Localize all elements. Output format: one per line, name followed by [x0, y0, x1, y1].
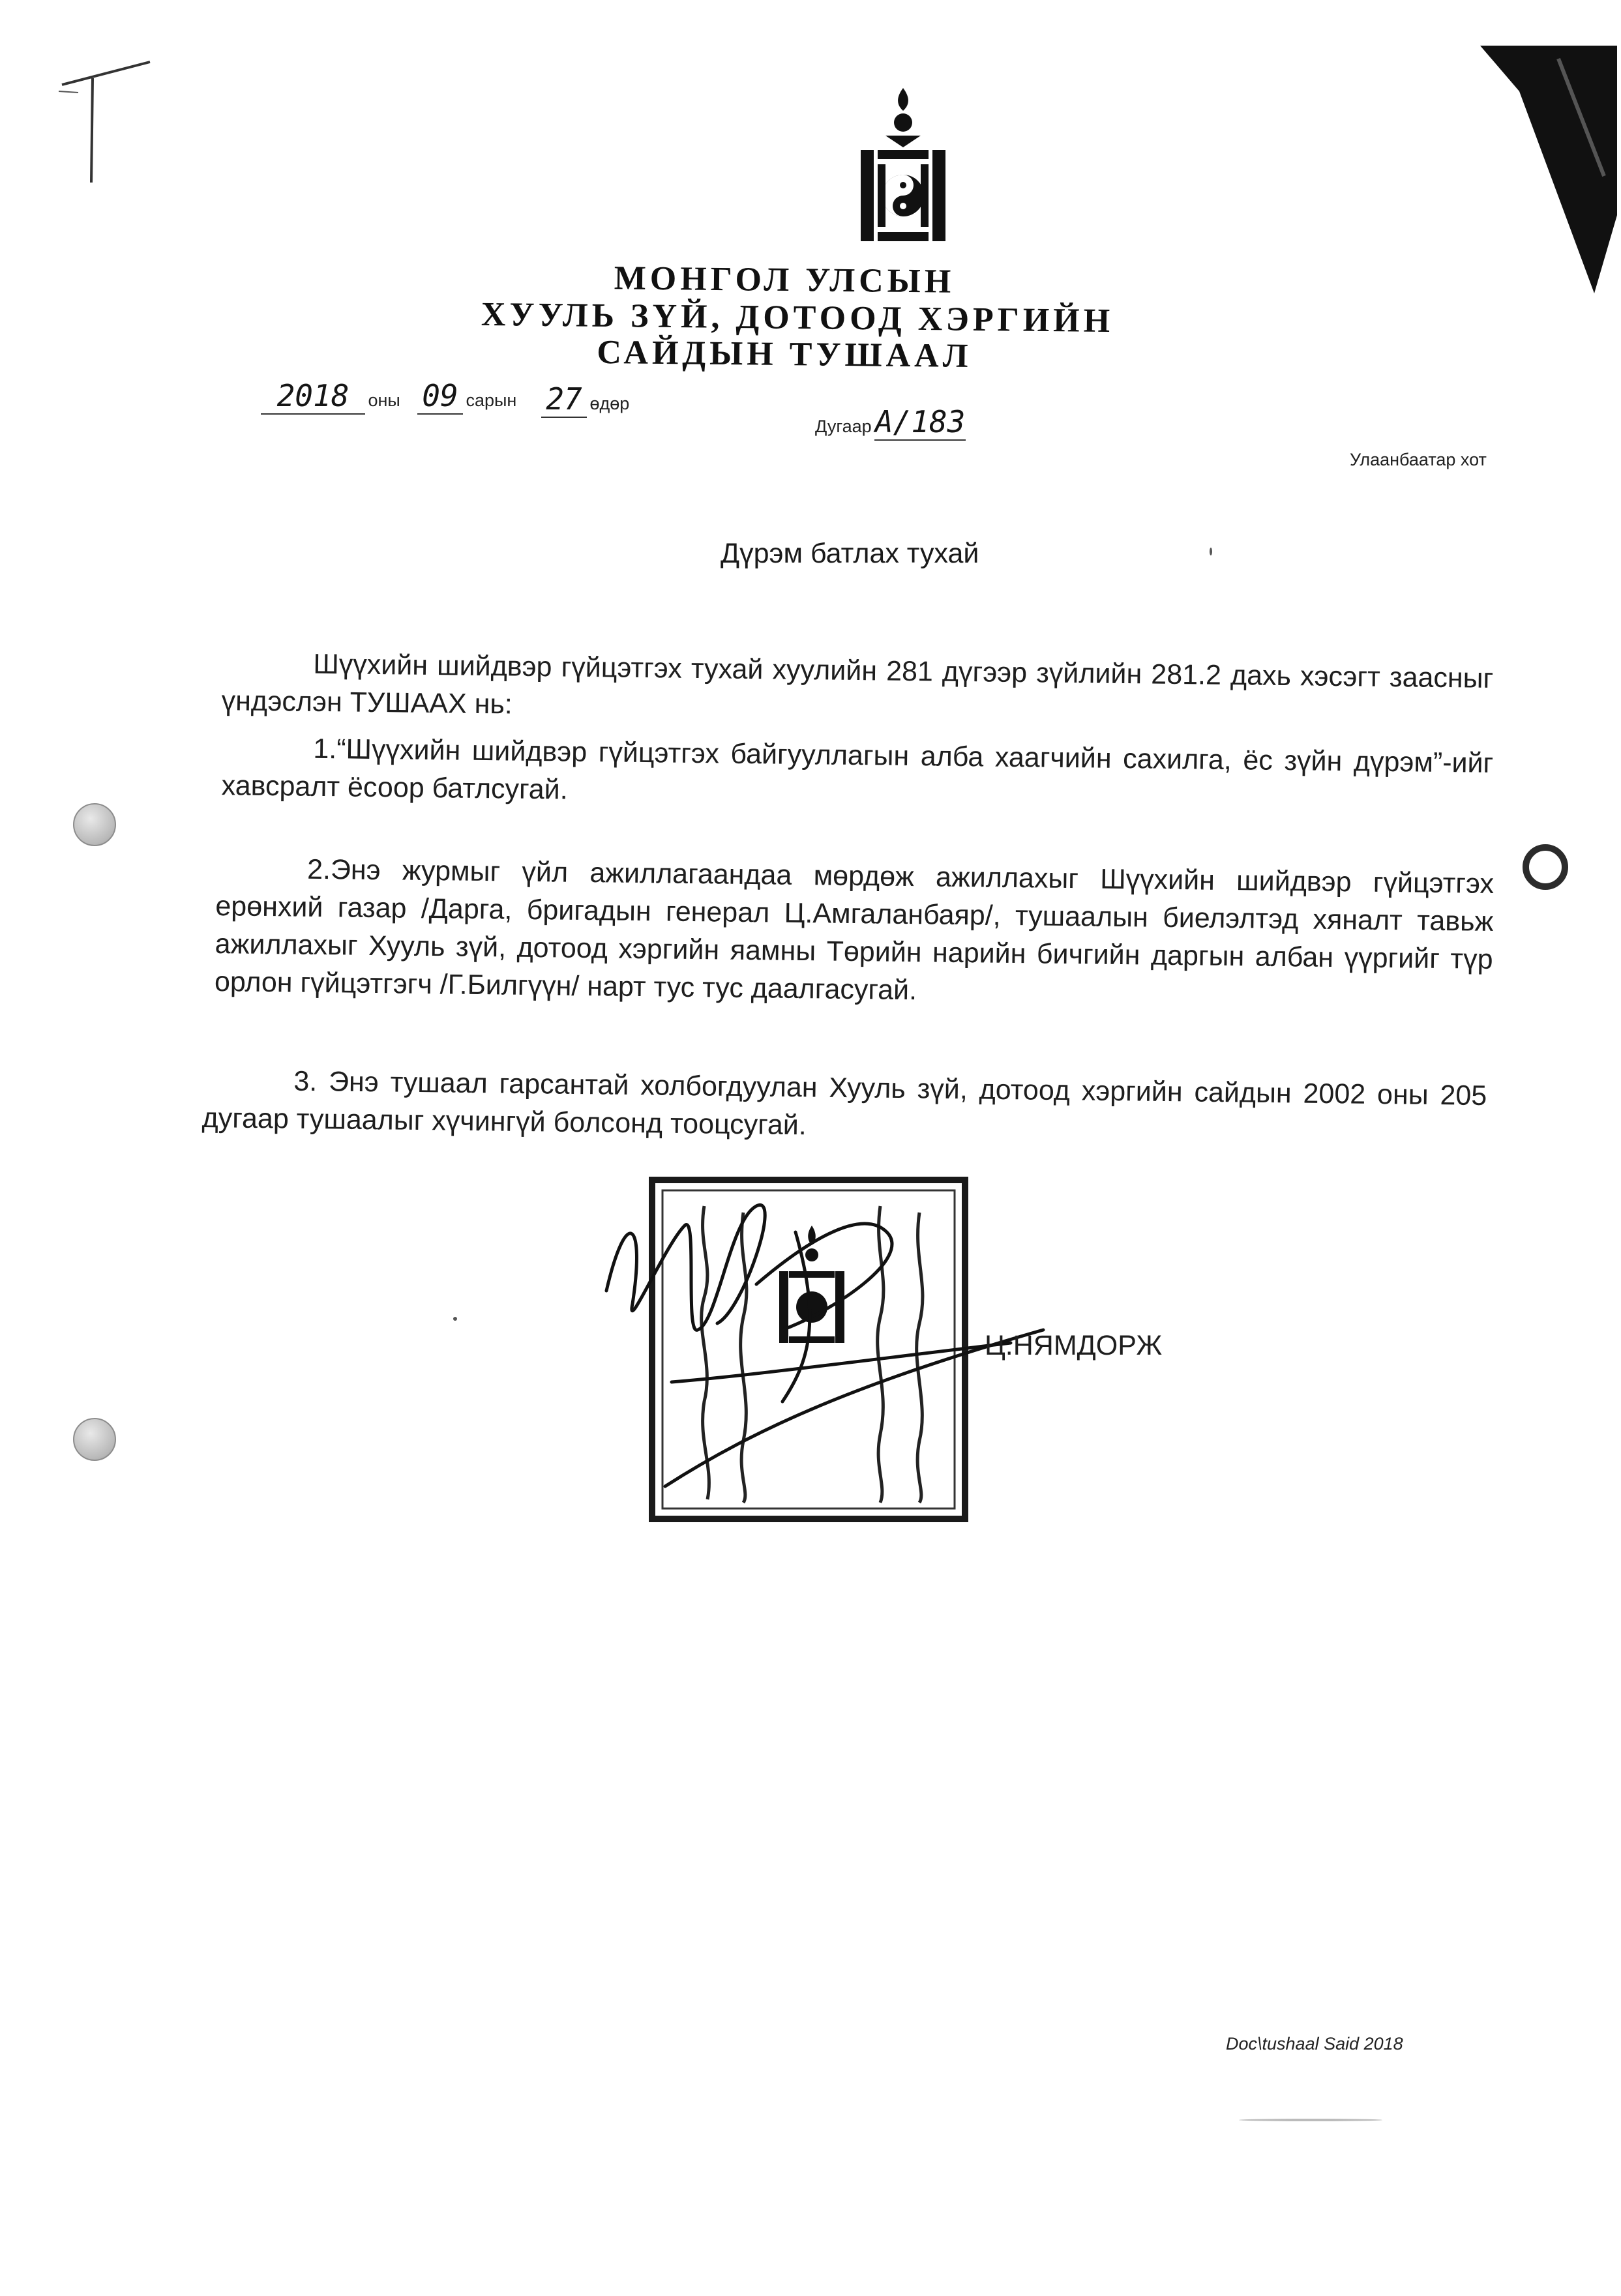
punch-hole-right [1523, 844, 1568, 890]
item-3 [201, 1061, 1487, 1153]
order-number-value: А/183 [874, 404, 966, 439]
signer-name: Ц.НЯМДОРЖ [985, 1330, 1163, 1361]
header-line-2: ХУУЛЬ ЗҮЙ, ДОТООД ХЭРГИЙН [481, 295, 1114, 340]
item-1-text: 1.“Шүүхийн шийдвэр гүйцэтгэх байгууллагын алба хаагчийн сахилга, ёс зүйн дүрэм”-ийг хавсралт ёсоор батлсугай. [221, 733, 1494, 806]
city: Улаанбаатар хот [1350, 450, 1487, 469]
item-2-text: 2.Энэ журмыг үйл ажиллагаандаа мөрдөж ажиллахыг Шүүхийн шийдвэр гүйцэтгэх ерөнхий газар /Дарга, бригадын генерал Ц.Амгаланбаяр/, тушаалын биелэлтэд хяналт тавьж ажиллахыг Хууль зүй, дотоод хэргийн яамны Төрийн нарийн бичгийн даргын албан үүргийг түр орлон гүйцэтгэгч /Г.Билгүүн/ нарт тус тус даалгасугай. [214, 853, 1495, 1007]
scan-speck [1239, 2119, 1382, 2121]
item-2 [215, 849, 1495, 1016]
date-month [417, 378, 516, 415]
date-year [261, 378, 400, 415]
document-title: Дүрэм батлах тухай [721, 538, 979, 569]
intro-paragraph [221, 644, 1493, 735]
header-line-3: САЙДЫН ТУШААЛ [597, 333, 972, 375]
scan-corner-shadow [1480, 46, 1617, 293]
handwritten-mark [52, 52, 163, 189]
date-day-value: 27 [541, 381, 587, 418]
order-number-label: Дугаар [815, 417, 872, 436]
date-month-suffix: сарын [466, 390, 517, 410]
item-1 [221, 729, 1493, 820]
item-3-text: 3. Энэ тушаал гарсантай холбогдуулан Хууль зүй, дотоод хэргийн сайдын 2002 оны 205 дугаар тушаалыг хүчингүй болсонд тооцсугай. [201, 1065, 1487, 1141]
date-year-value: 2018 [261, 378, 365, 415]
punch-hole-bottom [73, 1418, 116, 1461]
intro-text: Шүүхийн шийдвэр гүйцэтгэх тухай хуулийн 281 дүгээр зүйлийн 281.2 дахь хэсэгт заасныг үндэслэн ТУШААХ нь: [221, 648, 1494, 720]
document-reference: Doc\tushaal Said 2018 [1226, 2034, 1403, 2053]
scan-speck [453, 1317, 457, 1321]
date-day [541, 381, 629, 418]
punch-hole-top [73, 803, 116, 846]
header-line-1: МОНГОЛ УЛСЫН [614, 259, 955, 301]
order-number [815, 404, 966, 441]
scan-speck [1210, 548, 1212, 555]
state-emblem-icon [854, 85, 952, 248]
date-month-value: 09 [417, 378, 463, 415]
date-year-suffix: оны [368, 390, 400, 410]
date-day-suffix: өдөр [589, 394, 630, 413]
